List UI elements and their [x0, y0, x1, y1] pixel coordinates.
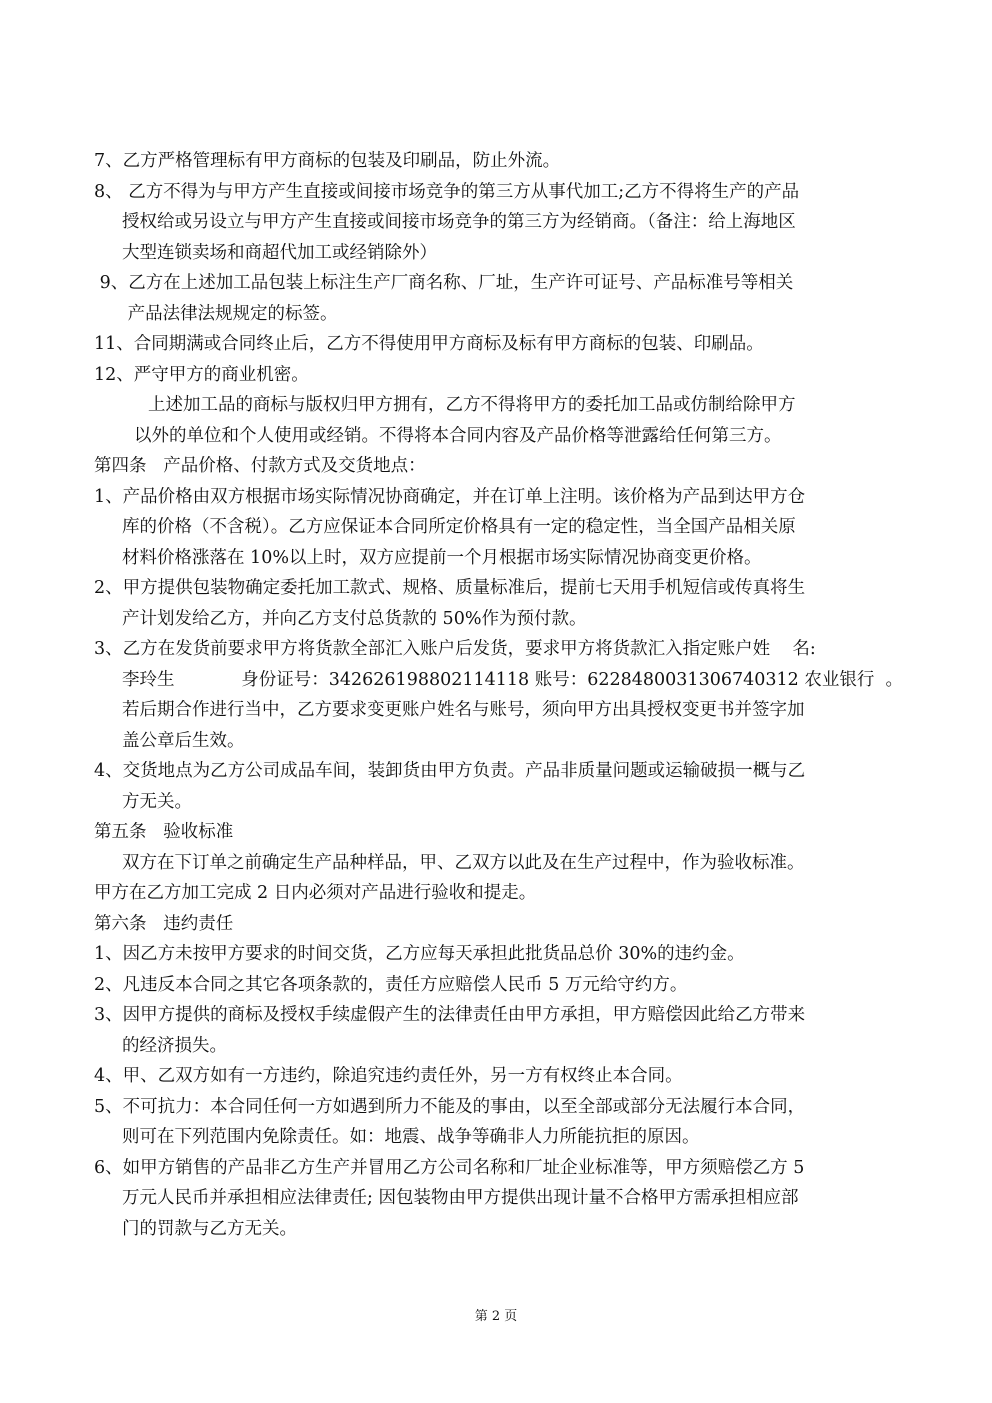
- section5-text-line: 甲方在乙方加工完成 2 日内必须对产品进行验收和提走。: [94, 883, 537, 903]
- section3-item-line: 9、乙方在上述加工品包装上标注生产厂商名称、厂址，生产许可证号、产品标准号等相关: [94, 273, 794, 293]
- section4-item-line: 方无关。: [122, 791, 192, 812]
- section6-item-line: 1、因乙方未按甲方要求的时间交货，乙方应每天承担此批货品总价 30%的违约金。: [94, 944, 745, 964]
- section4-items: [94, 482, 904, 818]
- section6-item-line: 万元人民币并承担相应法律责任; 因包装物由甲方提供出现计量不合格甲方需承担相应部: [122, 1188, 799, 1208]
- section6-title: 第六条 违约责任: [94, 913, 234, 934]
- section6-item-line: 3、因甲方提供的商标及授权手续虚假产生的法律责任由甲方承担，甲方赔偿因此给乙方带来: [94, 1005, 806, 1025]
- section4-item-line: 4、交货地点为乙方公司成品车间，装卸货由甲方负责。产品非质量问题或运输破损一概与乙: [94, 761, 806, 781]
- section3-items: [94, 146, 904, 390]
- section6-item-line: 6、如甲方销售的产品非乙方生产并冒用乙方公司名称和厂址企业标准等，甲方须赔偿乙方 5: [94, 1157, 805, 1178]
- section4-item-line: 2、甲方提供包装物确定委托加工款式、规格、质量标准后，提前七天用手机短信或传真将生: [94, 578, 806, 598]
- contract-page: [94, 146, 904, 1244]
- section4-item-line: 盖公章后生效。: [122, 730, 245, 751]
- section5-text: [94, 848, 904, 909]
- section6-item-line: 则可在下列范围内免除责任。如：地震、战争等确非人力所能抗拒的原因。: [122, 1127, 700, 1147]
- section6-item-line: 门的罚款与乙方无关。: [122, 1218, 297, 1239]
- section4-item-line: 产计划发给乙方，并向乙方支付总货款的 50%作为预付款。: [122, 608, 587, 629]
- section3-item-line: 12、严守甲方的商业机密。: [94, 364, 309, 385]
- section4-item-line: 3、乙方在发货前要求甲方将货款全部汇入账户后发货，要求甲方将货款汇入指定账户姓 名:: [94, 639, 816, 659]
- section3-item-line: 11、合同期满或合同终止后，乙方不得使用甲方商标及标有甲方商标的包装、印刷品。: [94, 334, 764, 354]
- section6-item-line: 5、不可抗力：本合同任何一方如遇到所力不能及的事由，以至全部或部分无法履行本合同，: [94, 1096, 806, 1117]
- section3-item-line: 产品法律法规规定的标签。: [122, 303, 338, 324]
- section4-item-line: 库的价格（不含税）。乙方应保证本合同所定价格具有一定的稳定性，当全国产品相关原: [122, 517, 796, 537]
- section6-item-line: 的经济损失。: [122, 1035, 227, 1056]
- section3-note-line: 以外的单位和个人使用或经销。不得将本合同内容及产品价格等泄露给任何第三方。: [134, 425, 782, 446]
- section4-item-line: 李玲生 身份证号：342626198802114118 账号：6228480031306740312 农业银行 。: [122, 669, 903, 690]
- section5-text-line: 双方在下订单之前确定生产品种样品，甲、乙双方以此及在生产过程中，作为验收标准。: [122, 852, 805, 873]
- page-number: 第 2 页: [474, 1309, 518, 1324]
- section3-note: [94, 390, 904, 451]
- section5-title: 第五条 验收标准: [94, 822, 234, 842]
- section3-item-line: 授权给或另设立与甲方产生直接或间接市场竞争的第三方为经销商。（备注：给上海地区: [122, 212, 796, 232]
- section4-item-line: 材料价格涨落在 10%以上时，双方应提前一个月根据市场实际情况协商变更价格。: [122, 547, 762, 568]
- section4-item-line: 若后期合作进行当中，乙方要求变更账户姓名与账号，须向甲方出具授权变更书并签字加: [122, 700, 805, 720]
- section6-items: [94, 939, 904, 1244]
- section4-title: 第四条 产品价格、付款方式及交货地点：: [94, 456, 426, 476]
- section3-note-line: 上述加工品的商标与版权归甲方拥有，乙方不得将甲方的委托加工品或仿制给除甲方: [148, 395, 796, 415]
- section3-item-line: 7、乙方严格管理标有甲方商标的包装及印刷品，防止外流。: [94, 151, 561, 171]
- section3-item-line: 8、 乙方不得为与甲方产生直接或间接市场竞争的第三方从事代加工;乙方不得将生产的产品: [94, 181, 800, 202]
- section6-item-line: 4、甲、乙双方如有一方违约，除追究违约责任外，另一方有权终止本合同。: [94, 1066, 683, 1086]
- section4-item-line: 1、产品价格由双方根据市场实际情况协商确定，并在订单上注明。该价格为产品到达甲方仓: [94, 486, 806, 507]
- section3-item-line: 大型连锁卖场和商超代加工或经销除外）: [122, 242, 437, 263]
- section6-item-line: 2、凡违反本合同之其它各项条款的，责任方应赔偿人民币 5 万元给守约方。: [94, 974, 688, 995]
